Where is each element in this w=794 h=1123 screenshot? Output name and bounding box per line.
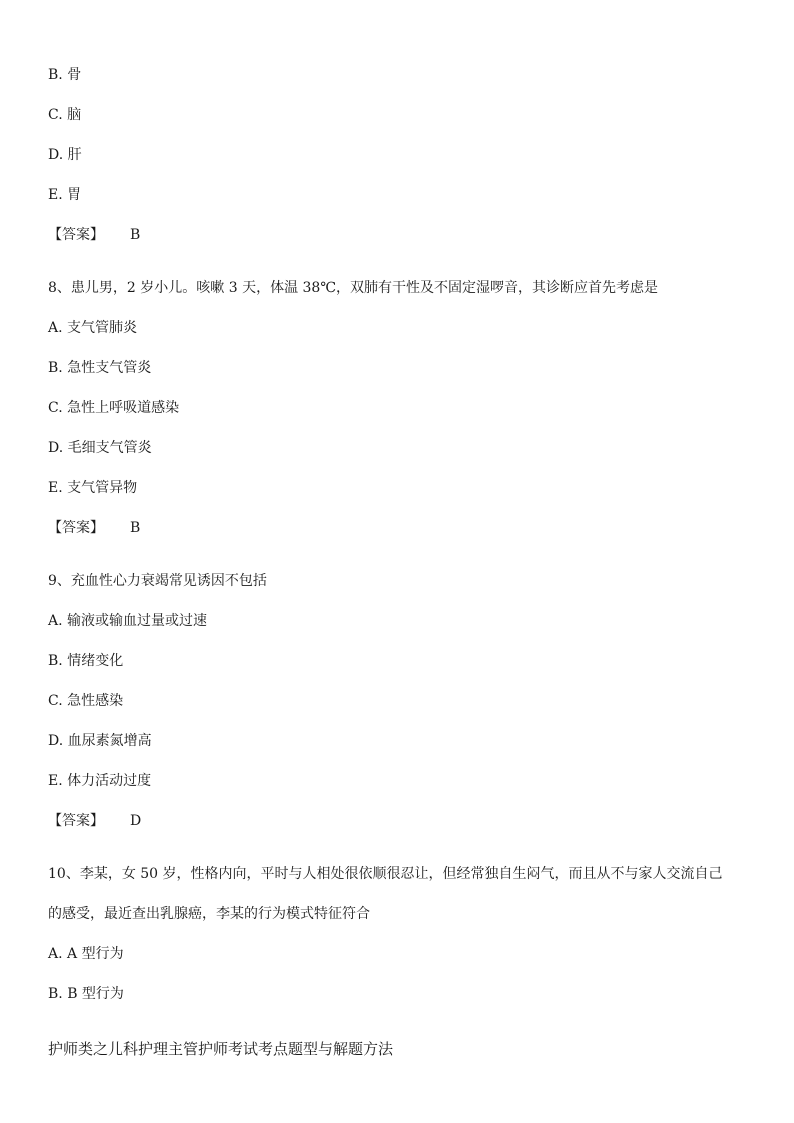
q9-answer-label: 【答案】 [48, 813, 104, 829]
q9-option-a: A. 输液或输血过量或过速 [48, 613, 208, 629]
q9-answer [48, 812, 141, 830]
q7-option-e: E. 胃 [48, 187, 82, 203]
q9-stem: 9、充血性心力衰竭常见诱因不包括 [48, 573, 267, 589]
page-footer: 护师类之儿科护理主管护师考试考点题型与解题方法 [48, 1040, 394, 1058]
q7-answer-label: 【答案】 [48, 227, 104, 243]
q8-option-b: B. 急性支气管炎 [48, 360, 152, 376]
q7-answer-value: B [130, 227, 141, 243]
q10-option-a: A. A 型行为 [48, 946, 124, 962]
q10-stem-line1: 10、李某，女 50 岁，性格内向，平时与人相处很依顺很忍让，但经常独自生闷气，而且从不与家人交流自己 [48, 866, 723, 882]
q9-option-c: C. 急性感染 [48, 693, 124, 709]
q10-option-b: B. B 型行为 [48, 986, 124, 1002]
q7-option-d: D. 肝 [48, 147, 82, 163]
q9-option-e: E. 体力活动过度 [48, 773, 152, 789]
q9-option-b: B. 情绪变化 [48, 653, 124, 669]
q7-option-c: C. 脑 [48, 107, 82, 123]
q8-answer-value: B [130, 520, 141, 536]
q8-answer-label: 【答案】 [48, 520, 104, 536]
q8-option-c: C. 急性上呼吸道感染 [48, 400, 180, 416]
q8-answer [48, 519, 140, 537]
q9-answer-value: D [130, 813, 142, 829]
q8-option-a: A. 支气管肺炎 [48, 320, 138, 336]
q10-stem-line2: 的感受，最近查出乳腺癌，李某的行为模式特征符合 [48, 906, 370, 922]
q8-stem: 8、患儿男，2 岁小儿。咳嗽 3 天，体温 38℃，双肺有干性及不固定湿啰音，其诊断应首先考虑是 [48, 280, 658, 296]
q9-option-d: D. 血尿素氮增高 [48, 733, 152, 749]
q8-option-d: D. 毛细支气管炎 [48, 440, 152, 456]
q7-option-b: B. 骨 [48, 67, 82, 83]
q8-option-e: E. 支气管异物 [48, 480, 138, 496]
q7-answer [48, 226, 140, 244]
